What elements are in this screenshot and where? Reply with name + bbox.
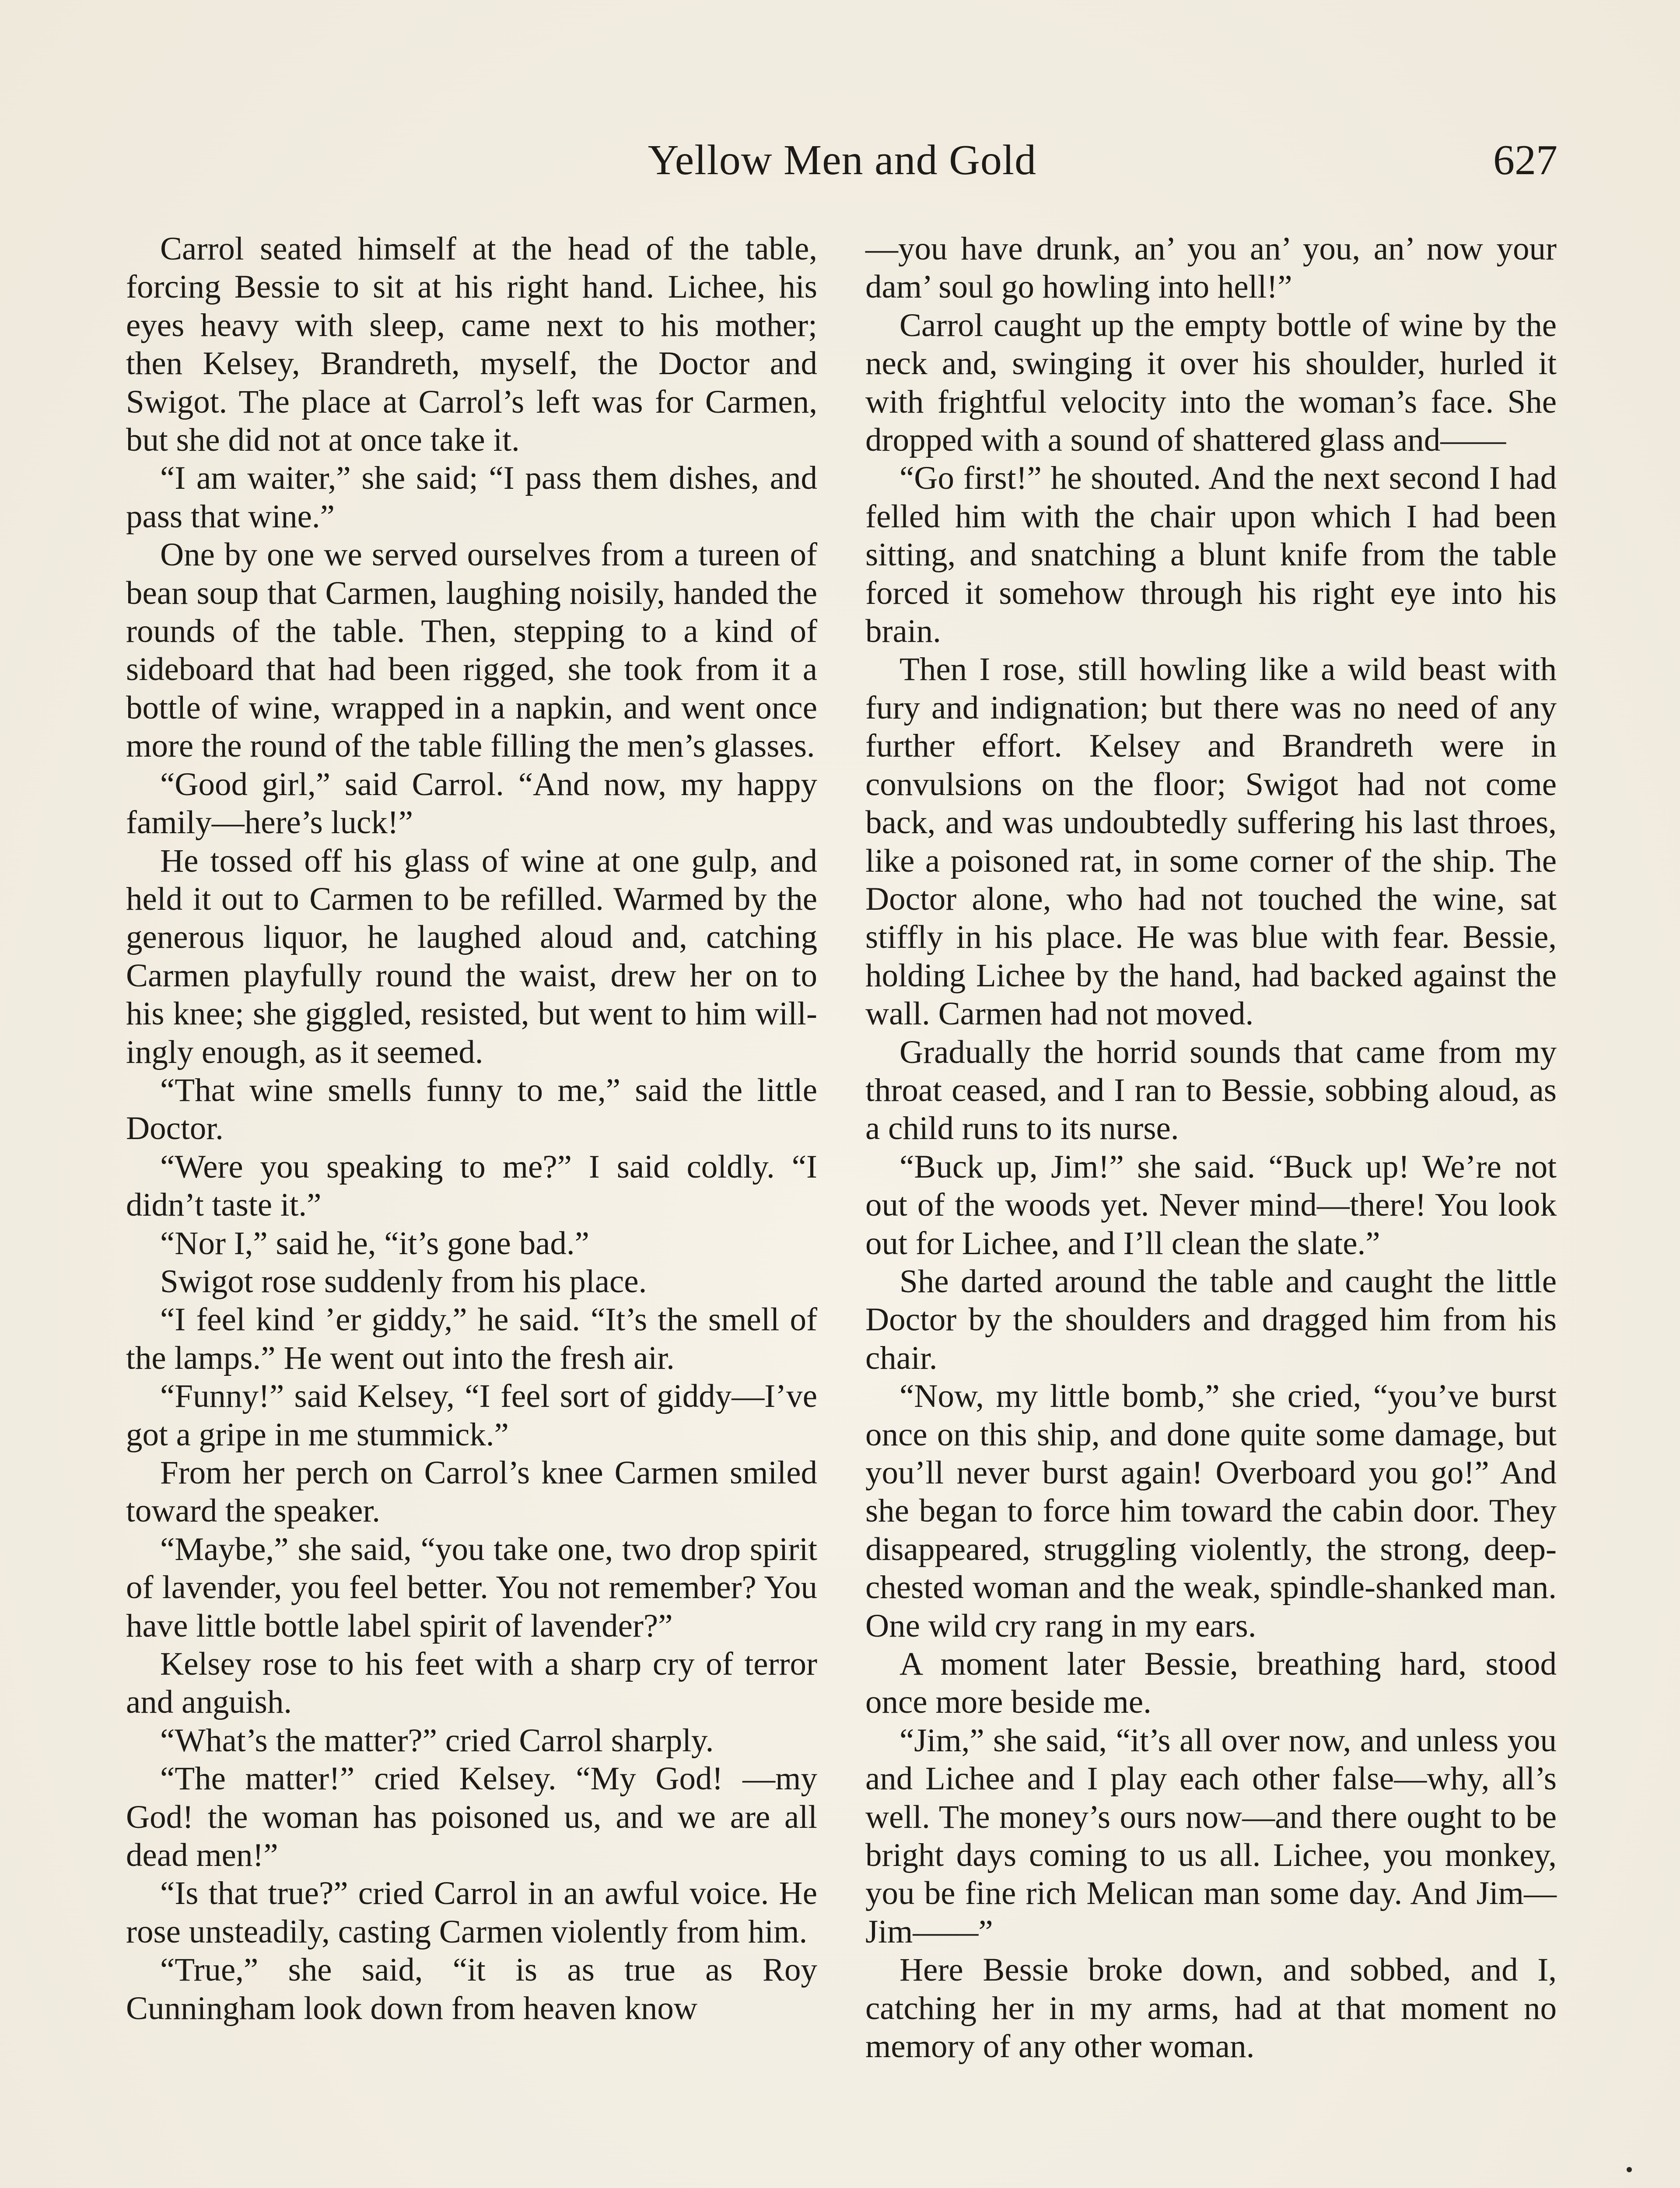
paragraph: Here Bessie broke down, and sobbed, and I, catching her in my arms, had at that moment no memory of any other woman. bbox=[865, 1952, 1557, 2065]
running-title: Yellow Men and Gold bbox=[648, 137, 1037, 184]
paragraph: Then I rose, still howling like a wild beast with fury and indignation; but there was no need of any further effort. Kelsey and Brandreth were in convulsions on the floor; Swigot had not come back, and was undoubtedly suffering his last throes, like a poisoned rat, in some corner of the ship. The Doctor alone, who had not touched the wine, sat stiffly in his place. He was blue with fear. Bessie, holding Lichee by the hand, had backed against the wall. Carmen had not moved. bbox=[865, 651, 1557, 1032]
paragraph: “Now, my little bomb,” she cried, “you’ve burst once on this ship, and done quite some damage, but you’ll never burst again! Overboard you go!” And she began to force him toward the cabin door. They disappeared, struggling violently, the strong, deep-chested woman and the weak, spindle-shanked man. One wild cry rang in my ears. bbox=[865, 1378, 1557, 1644]
paragraph: “I am waiter,” she said; “I pass them dishes, and pass that wine.” bbox=[126, 460, 817, 535]
paragraph: Gradually the horrid sounds that came from my throat ceased, and I ran to Bessie, sobbing aloud, as a child runs to its nurse. bbox=[865, 1034, 1557, 1147]
right-column bbox=[865, 230, 1557, 2188]
paragraph: Kelsey rose to his feet with a sharp cry of terror and anguish. bbox=[126, 1646, 817, 1721]
paragraph: From her perch on Carrol’s knee Carmen smiled toward the speaker. bbox=[126, 1455, 817, 1529]
paragraph: —you have drunk, an’ you an’ you, an’ now your dam’ soul go howling into hell!” bbox=[865, 231, 1557, 305]
paragraph: “I feel kind ’er giddy,” he said. “It’s the smell of the lamps.” He went out into the fresh air. bbox=[126, 1301, 817, 1376]
paragraph: “That wine smells funny to me,” said the little Doctor. bbox=[126, 1072, 817, 1147]
page-number: 627 bbox=[1493, 137, 1558, 184]
paragraph: “True,” she said, “it is as true as Roy Cunningham look down from heaven know bbox=[126, 1952, 817, 2027]
paragraph: A moment later Bessie, breathing hard, stood once more beside me. bbox=[865, 1646, 1557, 1721]
paragraph: “Jim,” she said, “it’s all over now, and unless you and Lichee and I play each other false—why, all’s well. The money’s ours now—and there ought to be bright days coming to us all. Lichee, you monkey, you be fine rich Melican man some day. And Jim—Jim——” bbox=[865, 1722, 1557, 1950]
running-head bbox=[127, 131, 1558, 201]
ink-speck bbox=[1627, 2167, 1632, 2172]
paragraph: “Funny!” said Kelsey, “I feel sort of giddy—I’ve got a gripe in me stummick.” bbox=[126, 1378, 817, 1453]
paragraph: He tossed off his glass of wine at one gulp, and held it out to Carmen to be refilled. Warmed by the generous liquor, he laughed aloud and, catching Carmen playfully round the waist, drew her on to his knee; she giggled, resisted, but went to him willingly enough, as it seemed. bbox=[126, 842, 817, 1070]
paragraph: “What’s the matter?” cried Carrol sharply. bbox=[160, 1722, 714, 1759]
paragraph: She darted around the table and caught the little Doctor by the shoulders and dragged him from his chair. bbox=[865, 1263, 1557, 1376]
paragraph: “Buck up, Jim!” she said. “Buck up! We’re not out of the woods yet. Never mind—there! You look out for Lichee, and I’ll clean the slate.” bbox=[865, 1148, 1557, 1262]
text-columns bbox=[126, 230, 1557, 2188]
paragraph: “Were you speaking to me?” I said coldly. “I didn’t taste it.” bbox=[126, 1148, 817, 1224]
paragraph: “Go first!” he shouted. And the next second I had felled him with the chair upon which I had been sitting, and snatching a blunt knife from the table forced it somehow through his right eye into his brain. bbox=[865, 460, 1557, 650]
paragraph: “The matter!” cried Kelsey. “My God! —my God! the woman has poisoned us, and we are all dead men!” bbox=[126, 1760, 817, 1874]
paragraph: One by one we served ourselves from a tureen of bean soup that Carmen, laughing noisily, handed the rounds of the table. Then, stepping to a kind of sideboard that had been rigged, she took from it a bottle of wine, wrapped in a napkin, and went once more the round of the table filling the men’s glasses. bbox=[126, 536, 817, 764]
paragraph: Swigot rose suddenly from his place. bbox=[160, 1263, 647, 1300]
paragraph: “Good girl,” said Carrol. “And now, my happy family—here’s luck!” bbox=[126, 766, 817, 841]
paragraph: “Nor I,” said he, “it’s gone bad.” bbox=[160, 1225, 589, 1262]
paragraph: “Is that true?” cried Carrol in an awful voice. He rose unsteadily, casting Carmen violently from him. bbox=[126, 1875, 817, 1950]
paragraph: “Maybe,” she said, “you take one, two drop spirit of lavender, you feel better. You not remember? You have little bottle label spirit of lavender?” bbox=[126, 1531, 817, 1644]
paragraph: Carrol caught up the empty bottle of wine by the neck and, swinging it over his shoulder, hurled it with frightful velocity into the woman’s face. She dropped with a sound of shattered glass and—— bbox=[865, 307, 1557, 459]
paragraph: Carrol seated himself at the head of the table, forcing Bessie to sit at his right hand. Lichee, his eyes heavy with sleep, came next to his mother; then Kelsey, Brandreth, myself, the Doctor and Swigot. The place at Carrol’s left was for Carmen, but she did not at once take it. bbox=[126, 231, 817, 459]
left-column bbox=[126, 230, 817, 2188]
